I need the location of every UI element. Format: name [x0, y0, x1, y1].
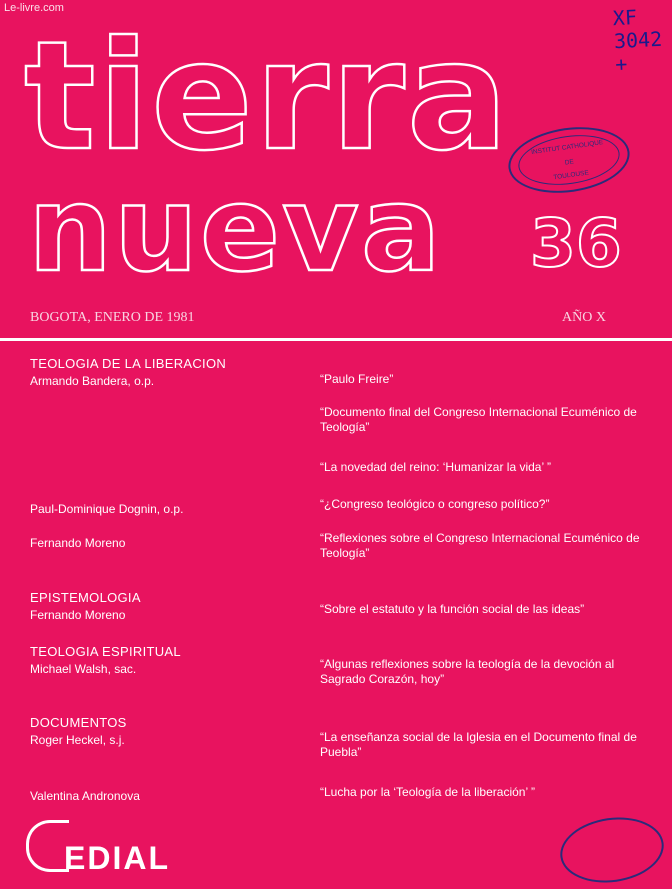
divider-rule — [0, 338, 672, 341]
article-title: “La novedad del reino: ‘Humanizar la vida’ ” — [320, 460, 552, 474]
author: Armando Bandera, o.p. — [30, 374, 155, 388]
year-volume: AÑO X — [562, 310, 606, 325]
author: Fernando Moreno — [30, 536, 126, 550]
stamp-line-1: INSTITUT CATHOLIQUE — [530, 139, 604, 157]
publisher-logo-icon — [26, 820, 69, 872]
library-stamp-bottom — [556, 811, 668, 889]
author: Roger Heckel, s.j. — [30, 733, 125, 747]
article-title: “Paulo Freire” — [320, 372, 394, 386]
author: Michael Walsh, sac. — [30, 662, 137, 676]
article-title: “La enseñanza social de la Iglesia en el Documento final de Puebla” — [320, 730, 637, 759]
article-title: “¿Congreso teológico o congreso político?” — [320, 497, 550, 511]
article-title: “Reflexiones sobre el Congreso Internacional Ecuménico de Teología” — [320, 531, 640, 560]
article-title: “Documento final del Congreso Internacional Ecuménico de Teología” — [320, 405, 637, 434]
section-heading: EPISTEMOLOGIA — [30, 590, 141, 605]
magazine-title-line-1: tierra — [24, 10, 511, 184]
library-stamp — [504, 120, 634, 200]
handwritten-line-2: 3042 — [613, 26, 663, 54]
article-title: “Lucha por la ‘Teología de la liberación’ ” — [320, 785, 536, 799]
dateline: BOGOTA, ENERO DE 1981 — [30, 310, 195, 325]
stamp-line-2: DE — [564, 158, 575, 167]
handwritten-line-3: + — [614, 51, 628, 77]
section-heading: DOCUMENTOS — [30, 715, 127, 730]
watermark-text: Le-livre.com — [4, 2, 64, 14]
section-heading: TEOLOGIA ESPIRITUAL — [30, 644, 181, 659]
stamp-line-3: TOULOUSE — [553, 169, 590, 182]
publisher-logo-text: EDIAL — [64, 840, 170, 876]
handwritten-line-1: XF — [612, 5, 638, 31]
section-heading: TEOLOGIA DE LA LIBERACION — [30, 356, 227, 371]
handwritten-note — [612, 5, 664, 76]
author: Paul-Dominique Dognin, o.p. — [30, 502, 184, 516]
magazine-title-line-2: nueva — [28, 160, 443, 298]
article-title: “Algunas reflexiones sobre la teología de la devoción al Sagrado Corazón, hoy” — [320, 657, 615, 686]
article-title: “Sobre el estatuto y la función social de las ideas” — [320, 602, 585, 616]
issue-number: 36 — [530, 205, 622, 282]
author: Valentina Andronova — [30, 789, 140, 803]
author: Fernando Moreno — [30, 608, 126, 622]
